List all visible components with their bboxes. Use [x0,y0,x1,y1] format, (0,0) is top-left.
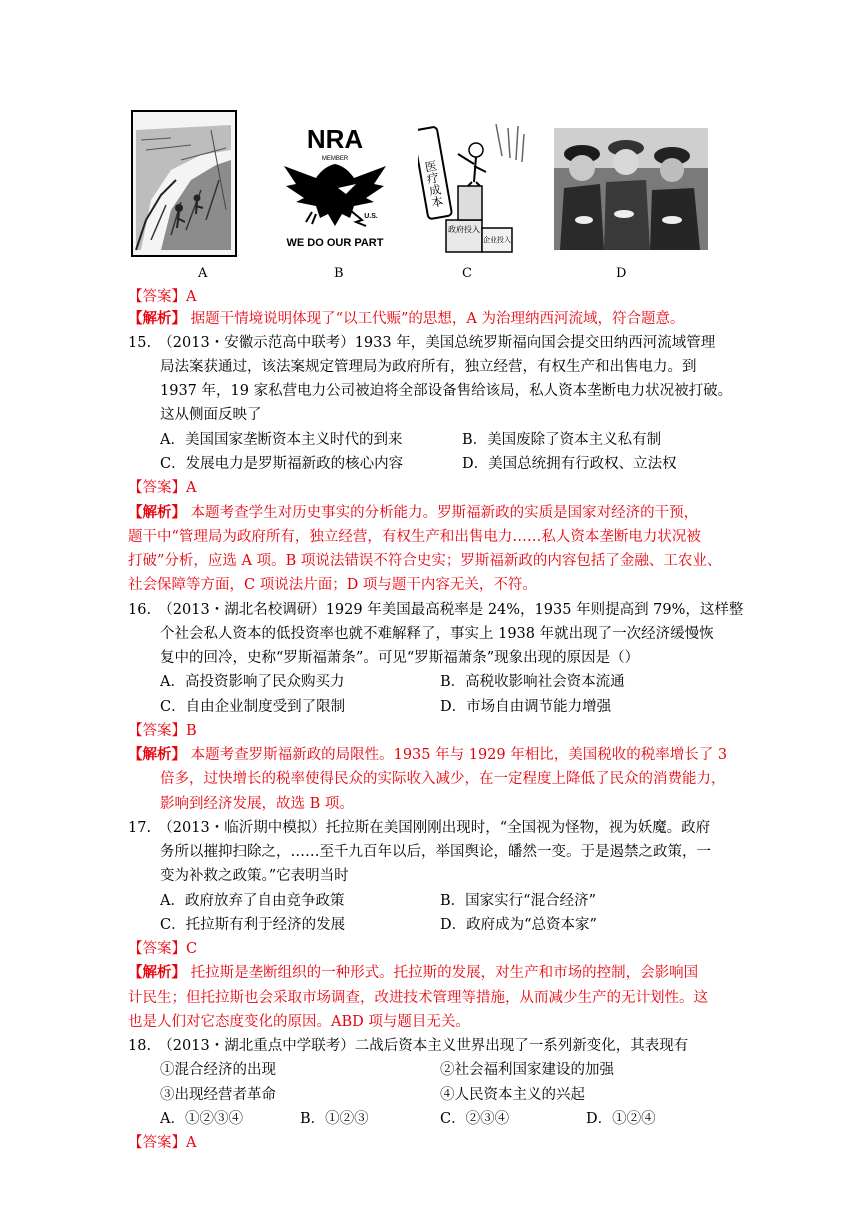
figure-label-b: B [334,266,344,281]
text-line [128,550,721,572]
text-span: 据题干情境说明体现了“以工代赈”的思想，A 为治理纳西河流域，符合题意。 [186,311,685,327]
figure-b-nra-eagle [276,126,394,254]
analysis-label: 【解析】 [128,504,186,521]
text-span: C．发展电力是罗斯福新政的核心内容 [160,456,404,472]
nra-title: NRA [306,126,364,154]
text-span: 务所以摧抑扫除之，……至千九百年以后，举国舆论，皤然一变。于是遏禁之政策，一 [160,844,711,860]
text-span: 复中的回冷，史称“罗斯福萧条”。可见“罗斯福萧条”现象出现的原因是（） [160,650,640,666]
text-span: A．①②③④ [160,1111,243,1127]
text-line [128,286,196,308]
option-text: ④人民资本主义的兴起 [440,1087,585,1103]
text-span: 18. （2013・湖北重点中学联考）二战后资本主义世界出现了一系列新变化，其表现有 [128,1038,689,1054]
option-text: C．②③④ [440,1111,510,1127]
text-span: 题干中“管理局为政府所有，独立经营，有权生产和出售电力……私人资本垄断电力状况被 [128,529,701,545]
text-line [160,890,344,912]
text-line [128,599,743,621]
svg-text:医疗成本: 医疗成本 [422,159,445,209]
text-span: 打破”分析，应选 A 项。B 项说法错误不符合史实；罗斯福新政的内容包括了金融、工农业、 [128,553,722,569]
option-text: B．①②③ [300,1111,369,1127]
figure-label-a: A [198,266,208,281]
analysis-label: 【解析】 [128,746,186,763]
text-line [160,623,714,645]
text-line [128,526,701,548]
text-line [160,671,344,693]
option-text: B．国家实行“混合经济” [440,893,596,909]
text-line [160,841,711,863]
text-span: 【答案】A [128,1135,197,1151]
text-span: 局法案获通过，该法案规定管理局为政府所有，独立经营，有权生产和出售电力。到 [160,359,697,375]
text-line [160,793,354,815]
text-line [160,404,262,426]
figure-label-c: C [462,266,472,281]
nra-motto: WE DO OUR PART [286,237,384,249]
text-span: 17. （2013・临沂期中模拟）托拉斯在美国刚刚出现时，“全国视为怪物，视为妖魔。政府 [128,820,711,836]
text-span: 【答案】B [128,723,197,739]
text-span: 也是人们对它态度变化的原因。ABD 项与题目无关。 [128,1014,470,1030]
text-span: 倍多，过快增长的税率使得民众的实际收入减少，在一定程度上降低了民众的消费能力， [160,771,726,787]
option-text: B．高税收影响社会资本流通 [440,674,625,690]
text-line [160,1108,243,1130]
figure-c-cartoon [418,120,533,254]
analysis-label: 【解析】 [128,964,186,981]
text-span: 【答案】A [128,480,197,496]
text-line [160,1084,276,1106]
text-line [160,1059,276,1081]
text-line [160,865,349,887]
text-line [128,477,196,499]
figure-a-sketch [131,110,237,257]
figure-d-photo [554,128,708,250]
text-span: 1937 年，19 家私营电力公司被迫将全部设备售给该局，私人资本垄断电力状况被打破。 [160,383,733,399]
text-span: 托拉斯是垄断组织的一种形式。托拉斯的发展，对生产和市场的控制，会影响国 [186,965,699,981]
text-line [160,768,726,790]
option-text: D．市场自由调节能力增强 [440,699,612,715]
text-span: 变为补救之政策。”它表明当时 [160,868,349,884]
figure-label-d: D [616,266,627,281]
text-span: ③出现经营者革命 [160,1087,276,1103]
text-span: A．政府放弃了自由竞争政策 [160,893,345,909]
svg-text:企业投入: 企业投入 [483,236,511,244]
text-line [160,914,345,936]
option-text: D．①②④ [586,1111,656,1127]
text-span: 社会保障等方面，C 项说法片面；D 项与题干内容无关，不符。 [128,577,537,593]
text-line [128,502,698,524]
text-span: A．高投资影响了民众购买力 [160,674,345,690]
text-line [128,332,715,354]
text-line [128,938,197,960]
text-line [128,720,197,742]
text-line [128,962,698,984]
text-line [128,987,708,1009]
analysis-label: 【解析】 [128,310,186,327]
text-span: 【答案】C [128,941,198,957]
option-text: D．美国总统拥有行政权、立法权 [462,456,677,472]
text-span: ①混合经济的出现 [160,1062,276,1078]
text-line [128,1035,688,1057]
text-line [160,696,345,718]
text-span: 16. （2013・湖北名校调研）1929 年美国最高税率是 24%，1935 年则提高到 79%，这样整 [128,602,744,618]
nra-us: U.S. [364,213,378,220]
text-line [128,817,710,839]
text-line [128,574,537,596]
option-text: ②社会福利国家建设的加强 [440,1062,614,1078]
text-span: 15. （2013・安徽示范高中联考）1933 年，美国总统罗斯福向国会提交田纳西河流域管理 [128,335,716,351]
text-line [160,647,639,669]
text-line [160,380,732,402]
text-span: C．自由企业制度受到了限制 [160,699,346,715]
text-span: A．美国国家垄断资本主义时代的到来 [160,432,403,448]
text-line [128,1132,196,1154]
option-text: B．美国废除了资本主义私有制 [462,432,662,448]
text-span: C．托拉斯有利于经济的发展 [160,917,346,933]
text-line [128,744,727,766]
text-span: 影响到经济发展，故选 B 项。 [160,796,354,812]
nra-member: MEMBER [321,156,349,162]
text-span: 这从侧面反映了 [160,407,262,423]
text-span: 【答案】A [128,289,197,305]
text-line [128,308,685,330]
text-line [160,429,402,451]
text-line [160,453,403,475]
text-span: 计民生；但托拉斯也会采取市场调查，改进技术管理等措施，从而减少生产的无计划性。这 [128,990,708,1006]
text-span: 本题考查学生对历史事实的分析能力。罗斯福新政的实质是国家对经济的干预， [186,505,699,521]
text-line [128,1011,470,1033]
text-line [160,356,697,378]
text-span: 个社会私人资本的低投资率也就不难解释了，事实上 1938 年就出现了一次经济缓慢恢 [160,626,714,642]
option-text: D．政府成为“总资本家” [440,917,597,933]
svg-text:政府投入: 政府投入 [448,225,480,234]
text-span: 本题考查罗斯福新政的局限性。1935 年与 1929 年相比，美国税收的税率增长了 3 [186,747,728,763]
